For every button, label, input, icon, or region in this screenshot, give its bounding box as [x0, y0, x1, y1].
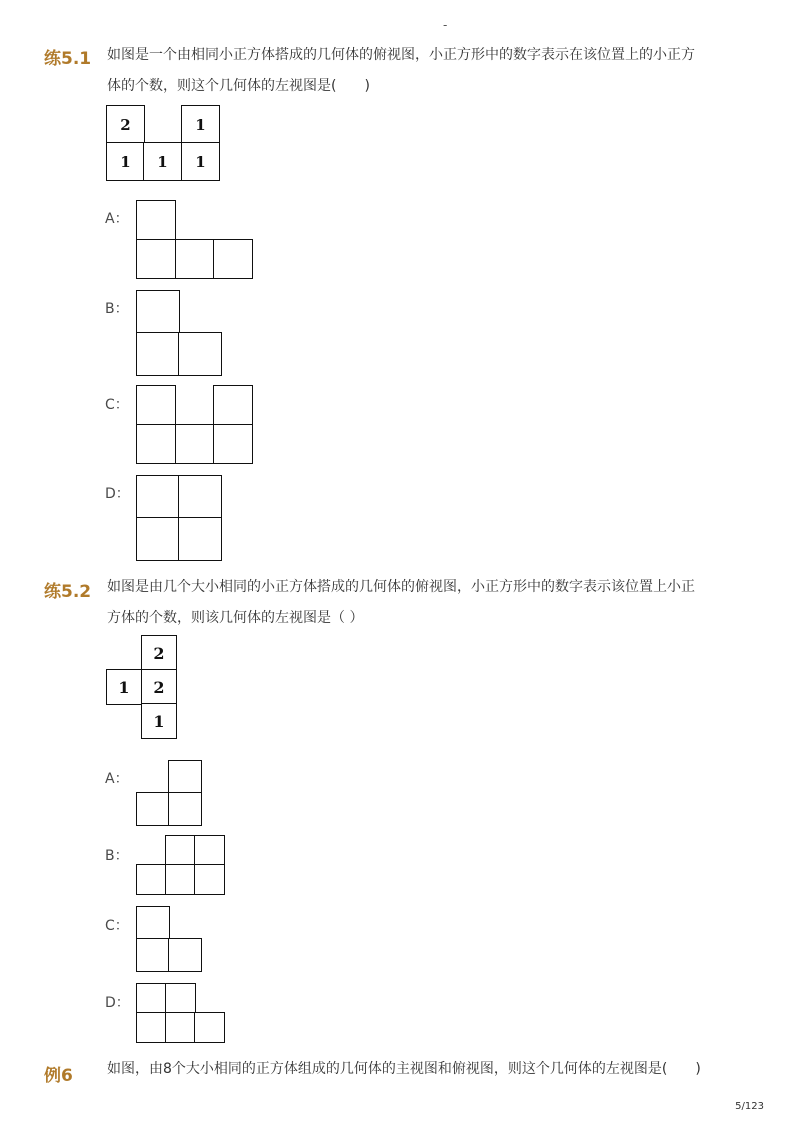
grid-cell: [136, 200, 176, 240]
grid-cell: [213, 385, 253, 425]
question-label-ex6: 例6: [44, 1066, 73, 1086]
grid-cell: 1: [106, 142, 145, 181]
grid-cell: 1: [106, 669, 142, 705]
grid-cell: [136, 517, 180, 561]
grid-cell: [136, 385, 176, 425]
grid-cell: [136, 424, 176, 464]
grid-cell: [165, 835, 196, 866]
grid-cell: 1: [181, 142, 220, 181]
question-text-5-2: [107, 572, 747, 634]
grid-cell: [136, 239, 176, 279]
question-line: 如图是由几个大小相同的小正方体搭成的几何体的俯视图，小正方形中的数字表示该位置上小正: [107, 579, 695, 595]
grid-cell: [136, 475, 180, 519]
grid-cell: [168, 760, 202, 794]
grid-cell: [175, 239, 215, 279]
question-text-ex6: [107, 1054, 747, 1085]
grid-cell: [136, 290, 180, 334]
grid-cell: 2: [106, 105, 145, 144]
grid-cell: 1: [141, 703, 177, 739]
question-line: 体的个数，则这个几何体的左视图是( ): [107, 78, 370, 94]
option-label-a: A：: [105, 211, 129, 227]
grid-cell: [165, 983, 196, 1014]
question-label-5-2: 练5.2: [44, 582, 92, 602]
option-label-d: D：: [105, 995, 130, 1011]
grid-cell: [178, 332, 222, 376]
grid-cell: [194, 835, 225, 866]
grid-cell: [194, 864, 225, 895]
grid-cell: [175, 424, 215, 464]
grid-cell: [178, 475, 222, 519]
option-label-c: C：: [105, 397, 129, 413]
option-label-d: D：: [105, 486, 130, 502]
grid-cell: [136, 332, 180, 376]
grid-cell: [165, 864, 196, 895]
grid-cell: [213, 239, 253, 279]
option-label-b: B：: [105, 301, 129, 317]
grid-cell: [136, 1012, 167, 1043]
grid-cell: [136, 864, 167, 895]
question-text-5-1: [107, 40, 747, 102]
grid-cell: [168, 792, 202, 826]
grid-cell: [213, 424, 253, 464]
grid-cell: 1: [181, 105, 220, 144]
question-label-5-1: 练5.1: [44, 49, 92, 69]
option-label-a: A：: [105, 771, 129, 787]
grid-cell: [194, 1012, 225, 1043]
grid-cell: [136, 792, 170, 826]
option-label-b: B：: [105, 848, 129, 864]
grid-cell: [136, 983, 167, 1014]
option-label-c: C：: [105, 918, 129, 934]
grid-cell: [165, 1012, 196, 1043]
grid-cell: [178, 517, 222, 561]
grid-cell: [168, 938, 202, 972]
grid-cell: 1: [143, 142, 182, 181]
page-number: 5/123: [735, 1101, 764, 1112]
header-mark: -: [443, 18, 448, 32]
grid-cell: 2: [141, 635, 177, 671]
question-line: 如图是一个由相同小正方体搭成的几何体的俯视图，小正方形中的数字表示在该位置上的小正方: [107, 47, 695, 63]
grid-cell: [136, 938, 170, 972]
grid-cell: 2: [141, 669, 177, 705]
question-line: 方体的个数，则该几何体的左视图是（ ）: [107, 610, 364, 626]
question-line: 如图，由8个大小相同的正方体组成的几何体的主视图和俯视图，则这个几何体的左视图是( ): [107, 1061, 701, 1077]
grid-cell: [136, 906, 170, 940]
